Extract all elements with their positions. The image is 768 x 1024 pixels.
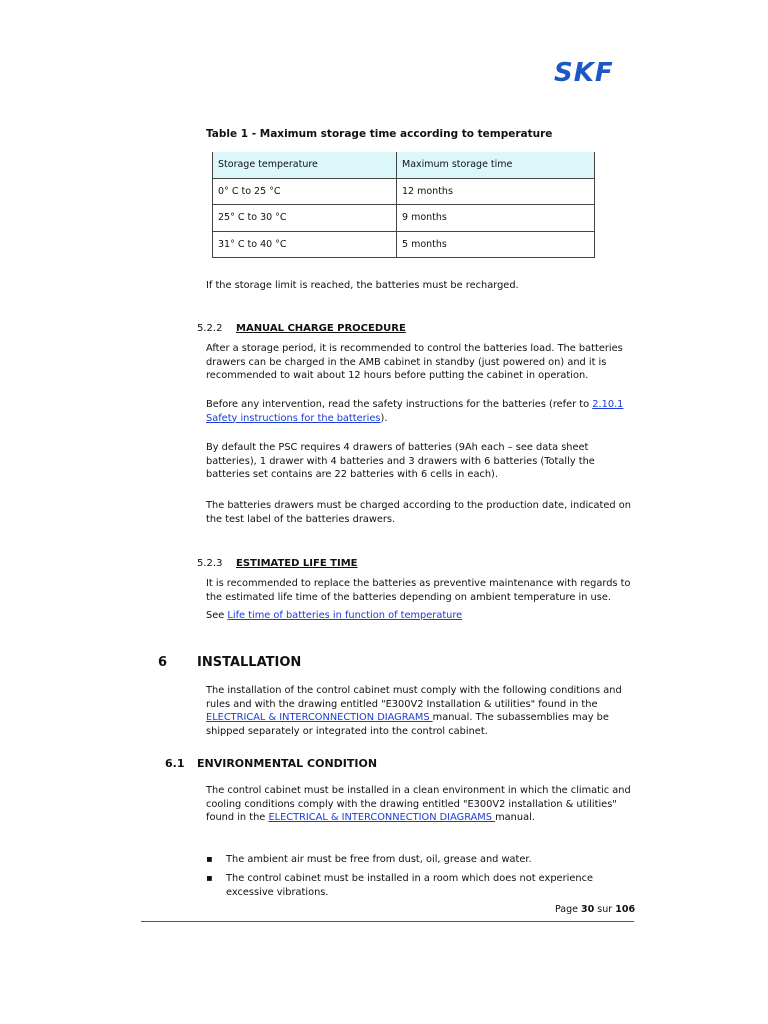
- table-cell: 0° C to 25 °C: [213, 178, 397, 205]
- bullet-icon: ▪: [206, 873, 213, 884]
- section-6-1-number: 6.1: [165, 757, 185, 770]
- environment-paragraph: [206, 784, 636, 825]
- page-number: 30: [581, 904, 595, 915]
- section-6-title: INSTALLATION: [197, 655, 302, 670]
- table-cell: 9 months: [397, 205, 595, 232]
- footer-divider: [141, 921, 634, 922]
- section-title: MANUAL CHARGE PROCEDURE: [236, 323, 406, 334]
- diagrams-link[interactable]: ELECTRICAL & INTERCONNECTION DIAGRAMS: [268, 812, 496, 823]
- life-time-link[interactable]: Life time of batteries in function of temperature: [227, 610, 463, 621]
- table-row: [213, 231, 595, 258]
- manual-charge-paragraph-3: By default the PSC requires 4 drawers of batteries (9Ah each – see data sheet batteries), 1 drawer with 4 batteries and 3 drawers with 6 batteries (Totally the batteries set contains are 22 batteries with 6 cells in each).: [206, 442, 595, 480]
- table-cell: 25° C to 30 °C: [213, 205, 397, 232]
- section-number: 5.2.3: [197, 558, 223, 569]
- table-cell: 12 months: [397, 178, 595, 205]
- table-caption: Table 1 - Maximum storage time according to temperature: [206, 128, 553, 140]
- section-number: 5.2.2: [197, 323, 223, 334]
- storage-limit-paragraph: If the storage limit is reached, the batteries must be recharged.: [206, 280, 519, 291]
- storage-table: [212, 152, 595, 258]
- section-title: ESTIMATED LIFE TIME: [236, 558, 358, 569]
- table-header-cell: Storage temperature: [213, 152, 397, 178]
- page-footer: [555, 904, 635, 915]
- manual-charge-paragraph-4: The batteries drawers must be charged according to the production date, indicated on the test label of the batteries drawers.: [206, 500, 631, 525]
- section-6-1-title: ENVIRONMENTAL CONDITION: [197, 757, 378, 770]
- page-label: Page: [555, 904, 578, 915]
- text-span: manual. The subassemblies may be shipped separately or integrated into the control cabinet.: [206, 712, 609, 737]
- manual-charge-paragraph-2: [206, 398, 636, 425]
- text-span: manual.: [495, 812, 535, 823]
- list-item-text: The control cabinet must be installed in a room which does not experience excessive vibrations.: [226, 873, 593, 898]
- table-row: [213, 205, 595, 232]
- table-cell: 31° C to 40 °C: [213, 231, 397, 258]
- table-header-cell: Maximum storage time: [397, 152, 595, 178]
- text-span: ).: [380, 412, 388, 424]
- diagrams-link[interactable]: ELECTRICAL & INTERCONNECTION DIAGRAMS: [206, 712, 433, 723]
- bullet-icon: ▪: [206, 854, 213, 865]
- safety-instructions-link[interactable]: 2.10.1 Safety instructions for the batteries: [206, 399, 624, 424]
- skf-logo: SKF: [554, 58, 614, 88]
- list-item-text: The ambient air must be free from dust, oil, grease and water.: [226, 854, 532, 865]
- text-span: See: [206, 610, 228, 621]
- text-span: The installation of the control cabinet must comply with the following conditions and rules and with the drawing entitled "E300V2 Installation & utilities" found in the: [206, 685, 622, 710]
- table-header-row: [213, 152, 595, 178]
- manual-charge-paragraph-1: After a storage period, it is recommended to control the batteries load. The batteries drawers can be charged in the AMB cabinet in standby (just powered on) and it is recommended to wait about 12 hours before putting the cabinet in operation.: [206, 343, 623, 381]
- text-span: Before any intervention, read the safety instructions for the batteries (refer to: [206, 399, 593, 410]
- table-row: [213, 178, 595, 205]
- page-sur: sur: [597, 904, 613, 915]
- text-span: The control cabinet must be installed in a clean environment in which the climatic and cooling conditions comply with the drawing entitled "E300V2 installation & utilities" found in the: [206, 785, 631, 823]
- life-time-paragraph: It is recommended to replace the batteries as preventive maintenance with regards to the estimated life time of the batteries depending on ambient temperature in use.: [206, 578, 631, 603]
- table-cell: 5 months: [397, 231, 595, 258]
- installation-paragraph: [206, 684, 636, 738]
- page-total: 106: [615, 904, 636, 915]
- see-life-time-line: [206, 609, 636, 623]
- section-6-number: 6: [158, 655, 168, 670]
